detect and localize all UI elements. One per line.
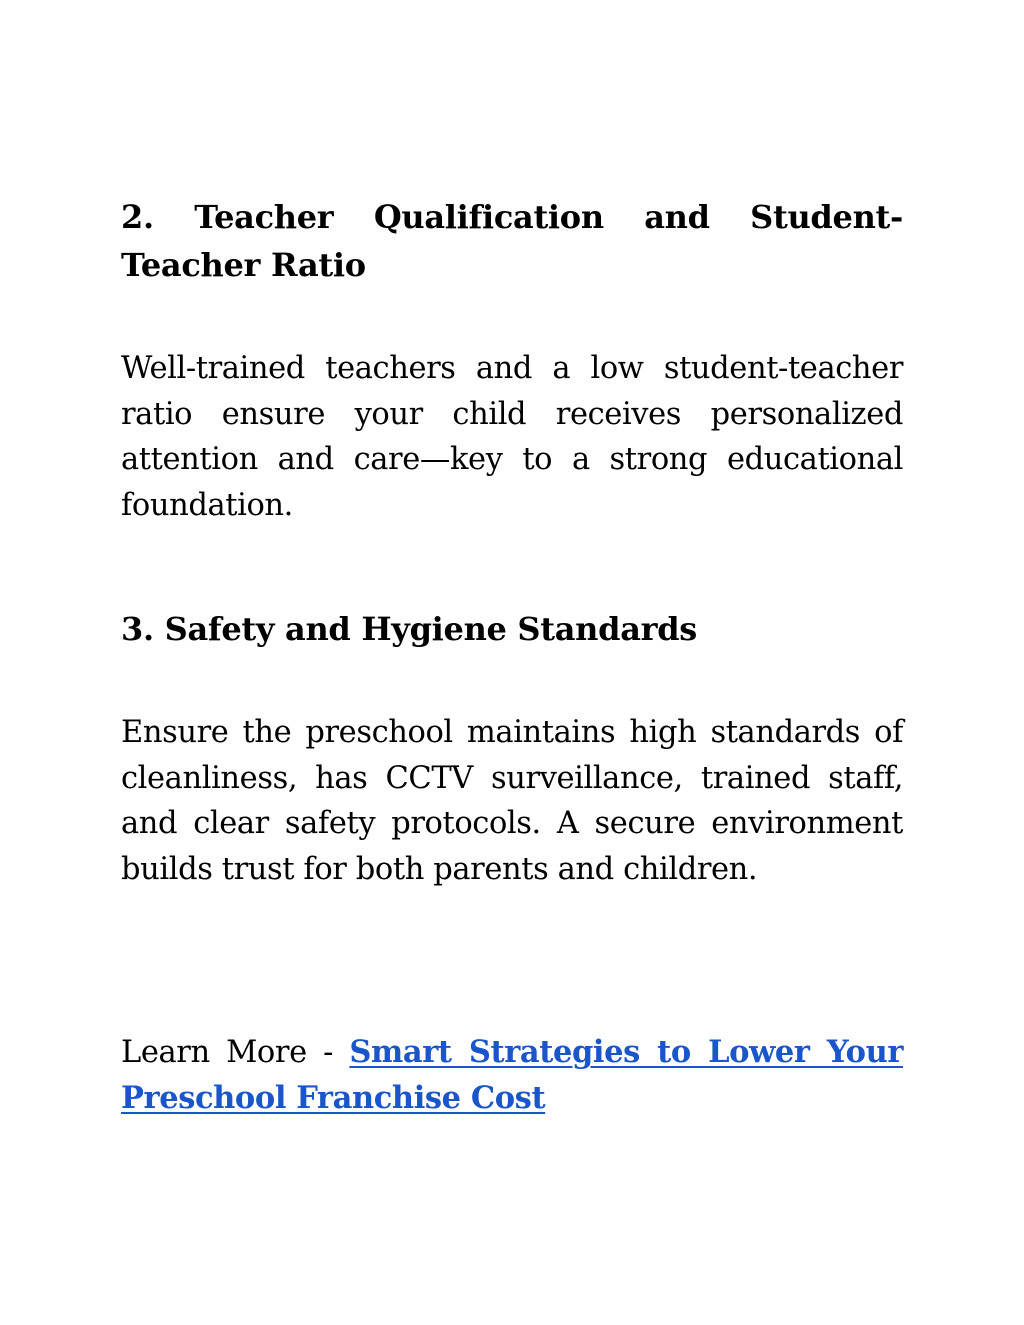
section-body-safety-hygiene: Ensure the preschool maintains high standards of cleanliness, has CCTV surveillance, trained staff, and clear safety protocols. A secure environment builds trust for both parents and children. bbox=[121, 715, 903, 887]
section-heading-safety-hygiene: 3. Safety and Hygiene Standards bbox=[121, 610, 697, 648]
learn-more-line bbox=[121, 1030, 903, 1121]
learn-more-link[interactable]: Smart Strategies to Lower Your Preschool Franchise Cost bbox=[121, 1034, 904, 1116]
section-heading-teacher-qualification: 2. Teacher Qualification and Student-Teacher Ratio bbox=[121, 198, 903, 284]
section-body-teacher-qualification: Well-trained teachers and a low student-teacher ratio ensure your child receives personalized attention and care—key to a strong educational foundation. bbox=[121, 351, 903, 523]
learn-more-prefix: Learn More - bbox=[121, 1035, 350, 1070]
